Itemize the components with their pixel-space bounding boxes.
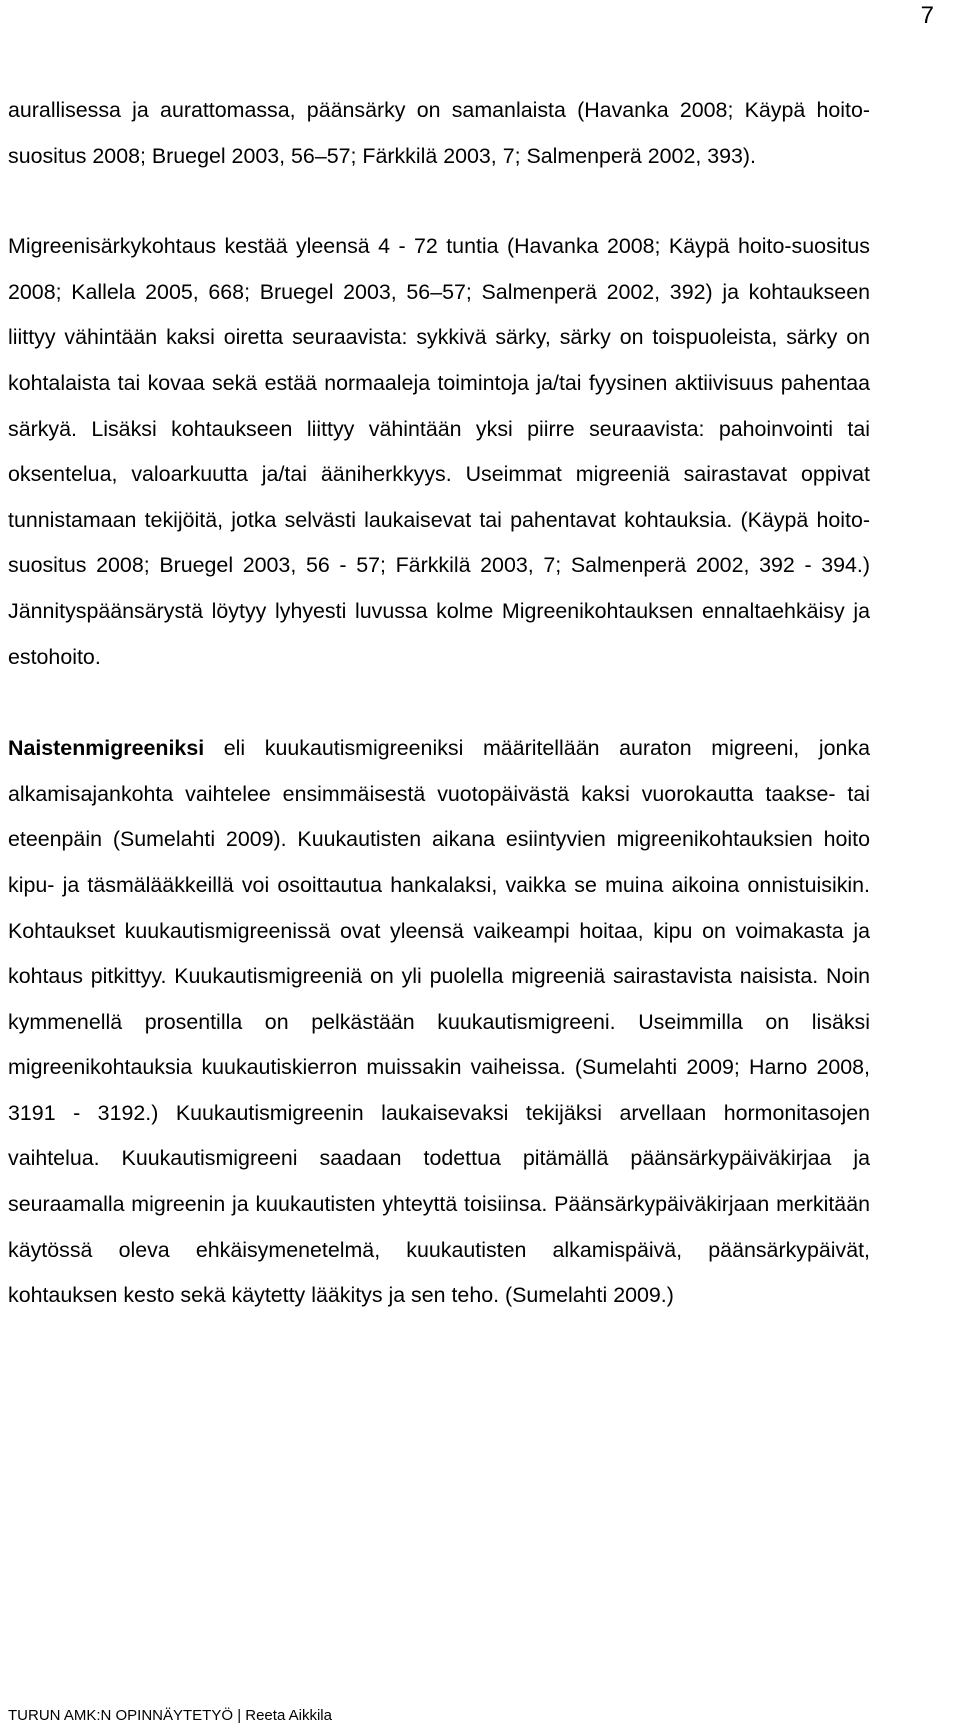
bold-term: Naistenmigreeniksi: [8, 736, 205, 761]
page-number: 7: [920, 2, 934, 29]
paragraph-migraine-attack: Migreenisärkykohtaus kestää yleensä 4 - 72 tuntia (Havanka 2008; Käypä hoito-suositus 2008; Kallela 2005, 668; Bruegel 2003, 56–57; Salmenperä 2002, 392) ja kohtaukseen liittyy vähintään kaksi oiretta seuraavista: sykkivä särky, särky on toispuoleista, särky on kohtalaista tai kovaa sekä estää normaaleja toimintoja ja/tai fyysinen aktiivisuus pahentaa särkyä. Lisäksi kohtaukseen liittyy vähintään yksi piirre seuraavista: pahoinvointi tai oksentelua, valoarkuutta ja/tai ääniherkkyys. Useimmat migreeniä sairastavat oppivat tunnistamaan tekijöitä, jotka selvästi laukaisevat tai pahentavat kohtauksia. (Käypä hoito-suositus 2008; Bruegel 2003, 56 - 57; Färkkilä 2003, 7; Salmenperä 2002, 392 - 394.) Jännityspäänsärystä löytyy lyhyesti luvussa kolme Migreenikohtauksen ennaltaehkäisy ja estohoito.: [8, 234, 870, 669]
page-footer: TURUN AMK:N OPINNÄYTETYÖ | Reeta Aikkila: [8, 1707, 332, 1724]
paragraph-aura-continuation: aurallisessa ja aurattomassa, päänsärky on samanlaista (Havanka 2008; Käypä hoito-suositus 2008; Bruegel 2003, 56–57; Färkkilä 2003, 7; Salmenperä 2002, 393).: [8, 98, 870, 168]
document-body: [8, 88, 870, 1319]
paragraph-menstrual-migraine: [8, 726, 870, 1319]
paragraph-text: eli kuukautismigreeniksi määritellään auraton migreeni, jonka alkamisajankohta vaihtelee ensimmäisestä vuotopäivästä kaksi vuorokautta taakse- tai eteenpäin (Sumelahti 2009). Kuukautisten aikana esiintyvien migreenikohtauksien hoito kipu- ja täsmälääkkeillä voi osoittautua hankalaksi, vaikka se muina aikoina onnistuisikin. Kohtaukset kuukautismigreenissä ovat yleensä vaikeampi hoitaa, kipu on voimakasta ja kohtaus pitkittyy. Kuukautismigreeniä on yli puolella migreeniä sairastavista naisista. Noin kymmenellä prosentilla on pelkästään kuukautismigreeni. Useimmilla on lisäksi migreenikohtauksia kuukautiskierron muissakin vaiheissa. (Sumelahti 2009; Harno 2008, 3191 - 3192.) Kuukautismigreenin laukaisevaksi tekijäksi arvellaan hormonitasojen vaihtelua. Kuukautismigreeni saadaan todettua pitämällä päänsärkypäiväkirjaa ja seuraamalla migreenin ja kuukautisten yhteyttä toisiinsa. Päänsärkypäiväkirjaan merkitään käytössä oleva ehkäisymenetelmä, kuukautisten alkamispäivä, päänsärkypäivät, kohtauksen kesto sekä käytetty lääkitys ja sen teho. (Sumelahti 2009.): [8, 736, 870, 1308]
